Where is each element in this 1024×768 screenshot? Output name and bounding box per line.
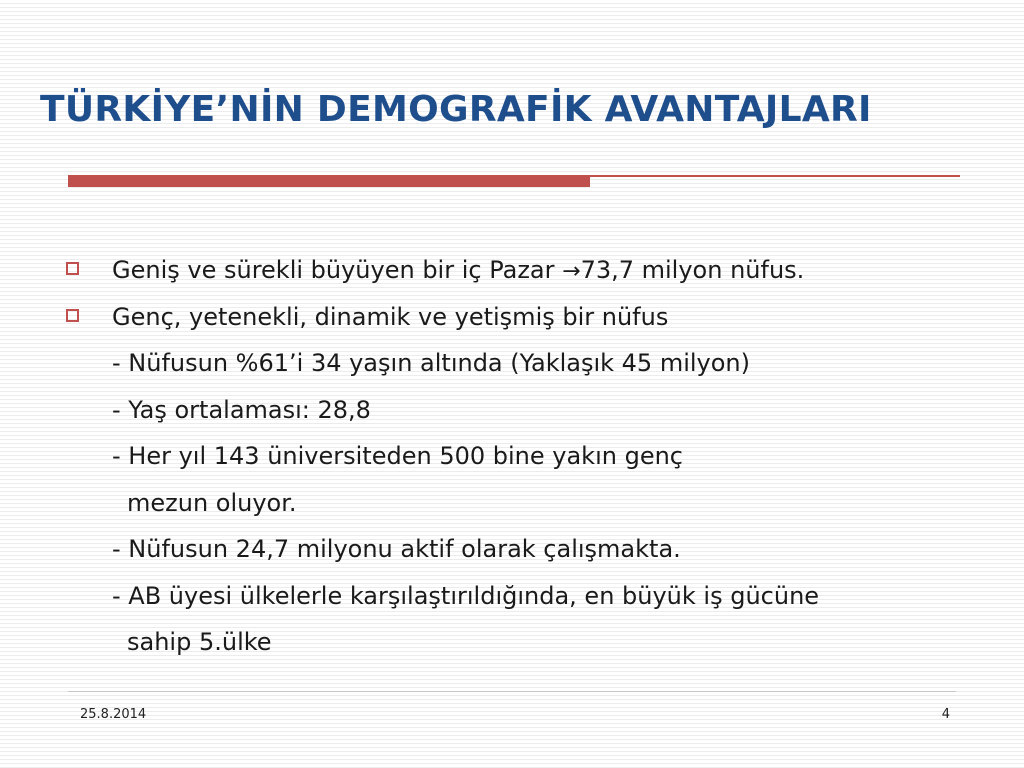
- right-arrow-icon: →: [562, 259, 581, 284]
- sub-item-text: - Nüfusun %61’i 34 yaşın altında (Yaklaşık 45 milyon): [112, 349, 751, 377]
- sub-item: [60, 573, 980, 620]
- sub-item: [60, 433, 980, 480]
- footer-divider: [68, 691, 956, 692]
- title-underline-accent: [68, 175, 590, 187]
- sub-item: [60, 340, 980, 387]
- slide-content: [60, 247, 980, 666]
- footer-date: 25.8.2014: [80, 707, 147, 722]
- page-number: 4: [941, 707, 950, 722]
- sub-item-continuation: [60, 619, 980, 666]
- slide-title: TÜRKİYE’NİN DEMOGRAFİK AVANTAJLARI: [40, 89, 872, 130]
- sub-item-text: - Nüfusun 24,7 milyonu aktif olarak çalışmakta.: [112, 535, 681, 563]
- sub-item-text: - Her yıl 143 üniversiteden 500 bine yakın genç: [112, 442, 683, 470]
- bullet-text-part: Geniş ve sürekli büyüyen bir iç Pazar: [112, 256, 563, 284]
- sub-item-text: mezun oluyor.: [127, 488, 297, 517]
- sub-item-text: - AB üyesi ülkelerle karşılaştırıldığında, en büyük iş gücüne: [112, 581, 820, 610]
- sub-item-continuation: [60, 480, 980, 527]
- sub-item-text: sahip 5.ülke: [127, 628, 272, 656]
- bullet-item: [60, 247, 980, 294]
- bullet-text: [112, 247, 804, 296]
- bullet-item: [60, 294, 980, 341]
- hollow-square-bullet-icon: [66, 262, 79, 275]
- sub-item: [60, 387, 980, 434]
- bullet-text-part: 73,7 milyon nüfus.: [580, 256, 805, 284]
- bullet-text: Genç, yetenekli, dinamik ve yetişmiş bir nüfus: [112, 302, 669, 331]
- sub-item-text: - Yaş ortalaması: 28,8: [112, 395, 371, 424]
- sub-item: [60, 526, 980, 573]
- hollow-square-bullet-icon: [66, 309, 79, 322]
- title-underline-rule: [590, 175, 960, 177]
